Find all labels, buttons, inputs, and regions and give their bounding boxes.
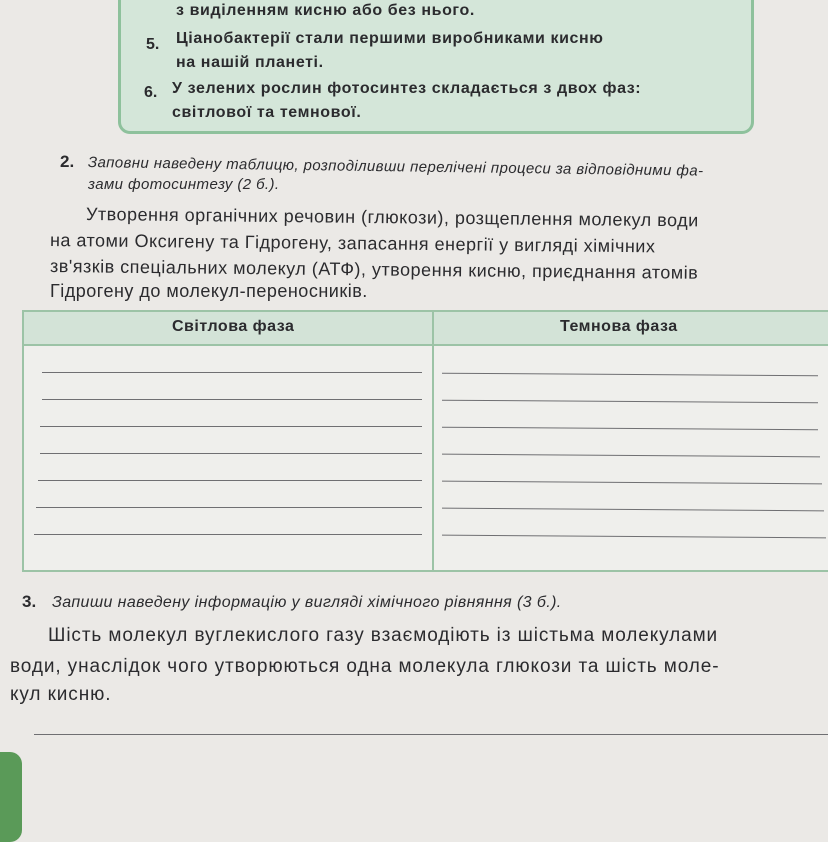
task-2-title-line1: Заповни наведену таблицю, розподіливши перелічені процеси за відповідними фа- (87, 154, 704, 180)
column-divider (432, 312, 434, 570)
dark-phase-answer-line[interactable] (442, 481, 822, 485)
task-2-paragraph-line1: Утворення органічних речовин (глюкози), розщеплення молекул води (85, 204, 699, 231)
task-2-paragraph-line3: зв'язків спеціальних молекул (АТФ), утворення кисню, приєднання атомів (49, 256, 699, 283)
fact-6-text-line1: У зелених рослин фотосинтез складається з двох фаз: (172, 80, 642, 97)
light-phase-answer-line[interactable] (40, 426, 422, 427)
light-phase-answer-line[interactable] (38, 480, 422, 481)
task-3-paragraph-line3: кул кисню. (10, 684, 112, 705)
task-3-paragraph-line1: Шість молекул вуглекислого газу взаємодіють із шістьма молекулами (48, 625, 719, 646)
light-phase-answer-line[interactable] (42, 399, 422, 400)
light-phase-answer-line[interactable] (40, 453, 422, 454)
task-2-paragraph-line2: на атоми Оксигену та Гідрогену, запасання енергії у вигляді хімічних (49, 230, 656, 257)
photosynthesis-phases-table (22, 310, 828, 572)
dark-phase-answer-line[interactable] (442, 508, 824, 512)
page-edge-tab (0, 752, 22, 842)
task-3-paragraph-line2: води, унаслідок чого утворюються одна молекула глюкози та шість моле- (10, 656, 720, 677)
dark-phase-answer-line[interactable] (442, 427, 818, 431)
task-3-title: Запиши наведену інформацію у вигляді хімічного рівняння (3 б.). (52, 594, 562, 611)
dark-phase-answer-line[interactable] (442, 373, 818, 377)
light-phase-answer-line[interactable] (34, 534, 422, 535)
task-2-paragraph-line4: Гідрогену до молекул-переносників. (50, 281, 368, 301)
fact-6-text-line2: світлової та темнової. (172, 104, 362, 121)
dark-phase-answer-line[interactable] (442, 454, 820, 458)
dark-phase-answer-line[interactable] (442, 535, 826, 539)
task-3-number: 3. (22, 592, 37, 611)
fact-5-text-line2: на нашій планеті. (176, 54, 324, 71)
column-header-dark-phase: Темнова фаза (560, 318, 678, 335)
fact-5-number: 5. (146, 36, 160, 53)
column-header-light-phase: Світлова фаза (172, 318, 295, 335)
fact-6-number: 6. (144, 84, 158, 101)
table-header (24, 312, 828, 346)
task-2-title-line2: зами фотосинтезу (2 б.). (88, 176, 280, 193)
task-3-answer-line[interactable] (34, 734, 828, 735)
task-2-number: 2. (60, 152, 75, 171)
light-phase-answer-line[interactable] (42, 372, 422, 373)
facts-box-line: з виділенням кисню або без нього. (176, 2, 475, 19)
light-phase-answer-line[interactable] (36, 507, 422, 508)
dark-phase-answer-line[interactable] (442, 400, 818, 404)
fact-5-text-line1: Ціанобактерії стали першими виробниками кисню (176, 30, 604, 47)
